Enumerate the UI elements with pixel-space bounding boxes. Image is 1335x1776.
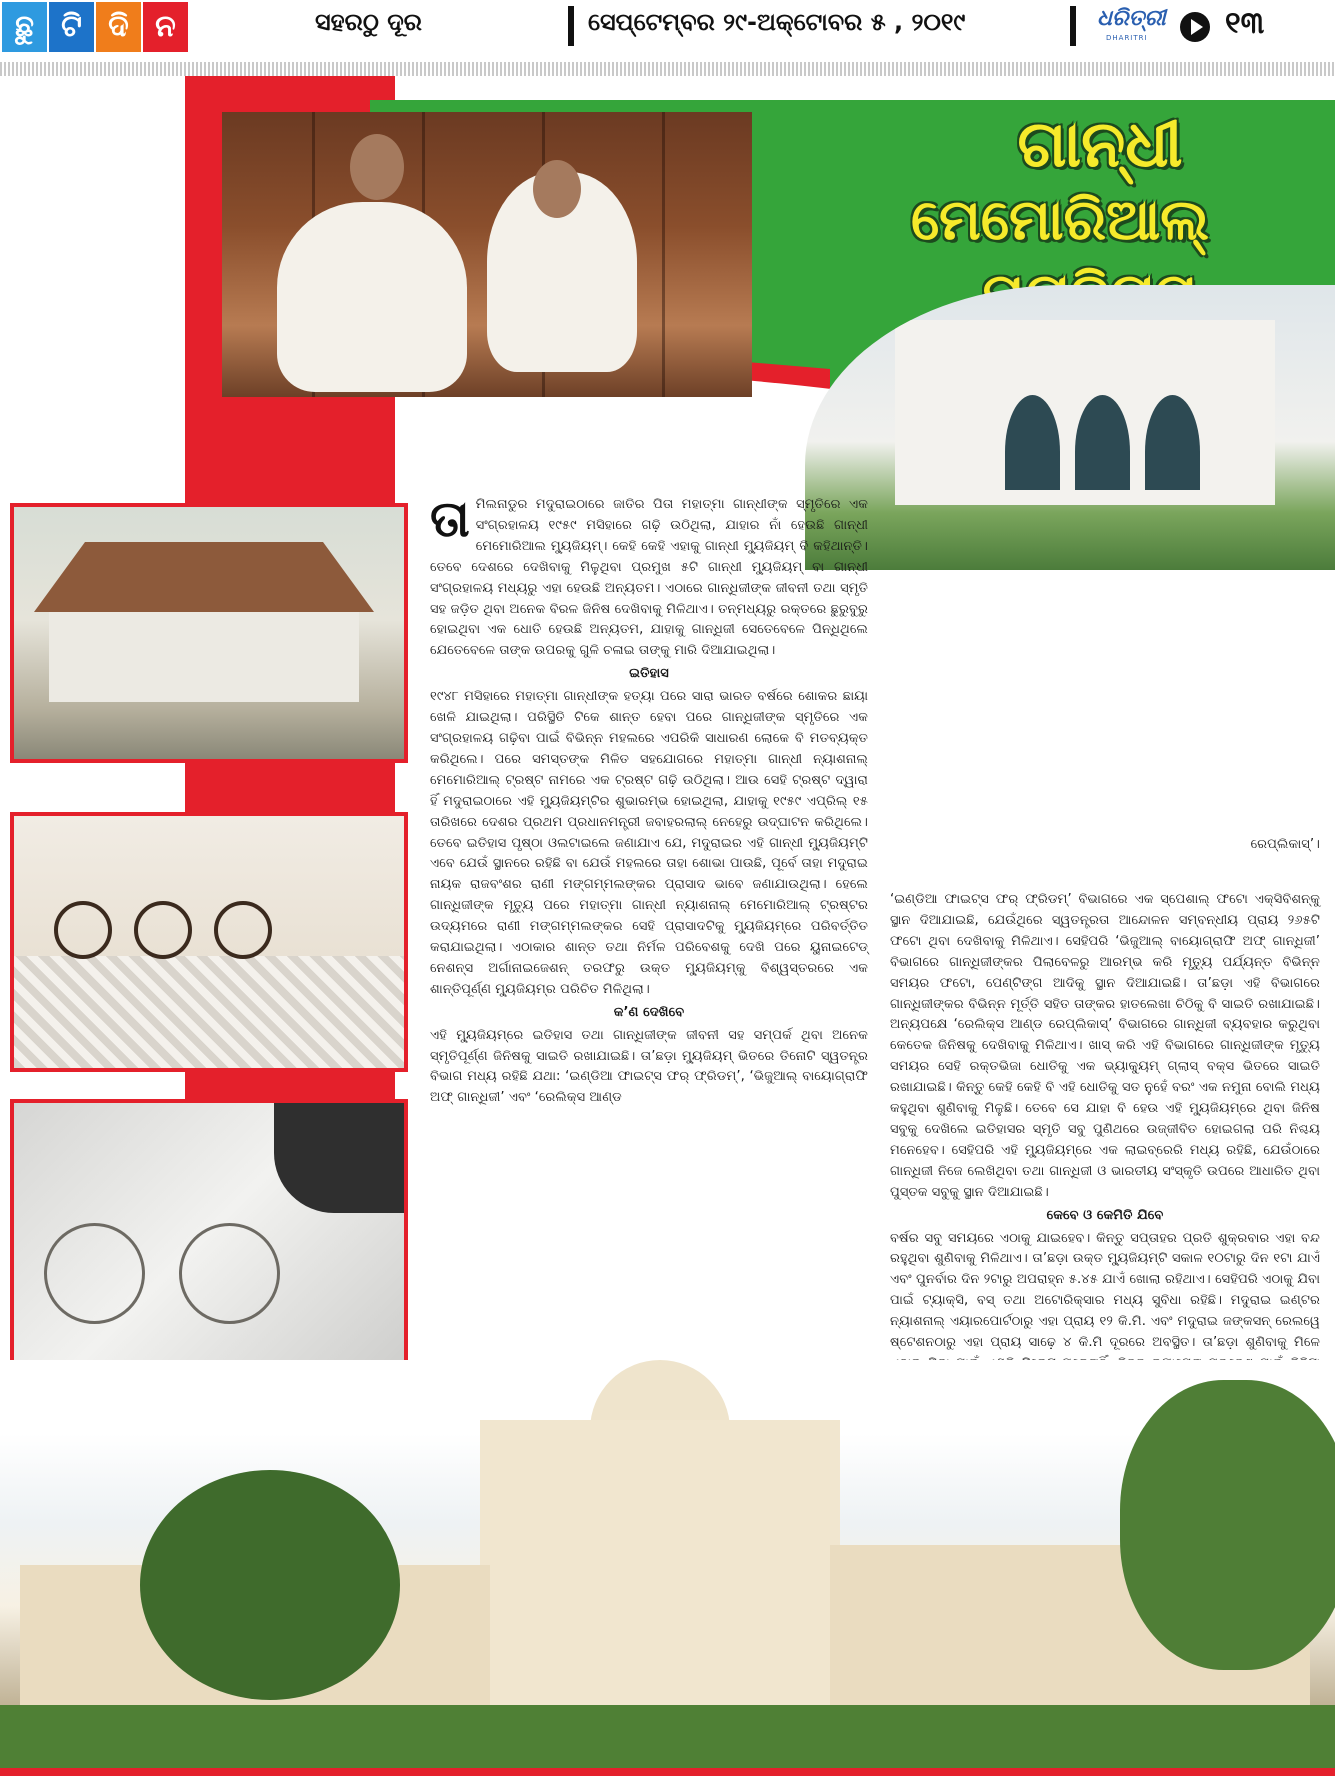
article-column-1 [430, 490, 868, 1109]
tree [1120, 1380, 1335, 1670]
article-continuation: ରେପ୍ଲିକାସ୍’। [1250, 837, 1320, 852]
museum-palace-photo [0, 1360, 1335, 1770]
article-what-to-see: ଏହି ମ୍ୟୁଜିୟମ୍‌ରେ ଇତିହାସ ତଥା ଗାନ୍ଧିଜୀଙ୍କ ଜୀବନୀ ସହ ସମ୍ପର୍କ ଥିବା ଅନେକ ସ୍ମୃତିପୂର୍ଣ୍ଣ ଜିନିଷକୁ ସାଇତି ରଖାଯାଇଛି। ତା’ଛଡ଼ା ମ୍ୟୁଜିୟମ୍ ଭିତରେ ତିନୋଟି ସ୍ୱତନ୍ତ୍ର ବିଭାଗ ମଧ୍ୟ ରହିଛି ଯଥା: ‘ଇଣ୍ଡିଆ ଫାଇଟ୍ସ ଫର୍ ଫ୍ରିଡମ୍’, ‘ଭିଜୁଆଲ୍ ବାୟୋଗ୍ରାଫି ଅଫ୍ ଗାନ୍ଧିଜୀ’ ଏବଂ ‘ରେଲିକ୍ସ ଆଣ୍ଡ [430, 1027, 868, 1106]
article-column-2-lead [890, 835, 1320, 856]
header-stripe [0, 62, 1335, 76]
article-sections: ‘ଇଣ୍ଡିଆ ଫାଇଟ୍ସ ଫର୍ ଫ୍ରିଡମ୍’ ବିଭାଗରେ ଏକ ସ୍ପେଶାଲ୍ ଫଟୋ ଏକ୍ସିବିଶନ୍‌କୁ ସ୍ଥାନ ଦିଆଯାଇଛି, ଯେଉଁଥିରେ ସ୍ୱତନ୍ତ୍ରତା ଆନ୍ଦୋଳନ ସମ୍ବନ୍ଧୀୟ ପ୍ରାୟ ୨୬୫ଟି ଫଟୋ ଥିବା ଦେଖିବାକୁ ମିଳିଥାଏ। ସେହିପରି ‘ଭିଜୁଆଲ୍ ବାୟୋଗ୍ରାଫି ଅଫ୍ ଗାନ୍ଧିଜୀ’ ବିଭାଗରେ ଗାନ୍ଧିଜୀଙ୍କର ପିଲାବେଳରୁ ଆରମ୍ଭ କରି ମୃତ୍ୟୁ ପର୍ଯ୍ୟନ୍ତ ବିଭିନ୍ନ ସମୟର ଫଟୋ, ପେଣ୍ଟିଙ୍ଗ ଆଦିକୁ ସ୍ଥାନ ଦିଆଯାଇଛି। ତା’ଛଡ଼ା ଏହି ବିଭାଗରେ ଗାନ୍ଧିଜୀଙ୍କର ବିଭିନ୍ନ ମୂର୍ତ୍ତି ସହିତ ତାଙ୍କର ହାତଲେଖା ଚିଠିକୁ ବି ସାଇତି ରଖାଯାଇଛି। ଅନ୍ୟପକ୍ଷେ ‘ରେଲିକ୍ସ ଆଣ୍ଡ ରେପ୍ଲିକାସ୍’ ବିଭାଗରେ ଗାନ୍ଧିଜୀ ବ୍ୟବହାର କରୁଥିବା କେତେକ ଜିନିଷକୁ ଦେଖିବାକୁ ମିଳିଥାଏ। ଖାସ୍ କରି ଏହି ବିଭାଗରେ ଗାନ୍ଧିଜୀଙ୍କ ମୃତ୍ୟୁ ସମୟର ସେହି ରକ୍ତଭିଜା ଧୋତିକୁ ଏକ ଭ୍ୟାକ୍ୟୁମ୍ ଗ୍ଲାସ୍ ବକ୍ସ ଭିତରେ ସାଇତି ରଖାଯାଇଛି। କିନ୍ତୁ କେହି କେହି ବି ଏହି ଧୋତିକୁ ସତ ନୁହେଁ ବରଂ ଏକ ନମୁନା ବୋଲି ମଧ୍ୟ କହୁଥିବା ଶୁଣିବାକୁ ମିଳୁଛି। ତେବେ ସେ ଯାହା ବି ହେଉ ଏହି ମ୍ୟୁଜିୟମ୍‌ରେ ଥିବା ଜିନିଷ ସବୁକୁ ଦେଖିଲେ ଇତିହାସର ସ୍ମୃତି ସବୁ ପୁଣିଥରେ ଉଜ୍ଜୀବିତ ହୋଇଗଲା ପରି ନିଶ୍ଚୟ ମନେହେବ। ସେହିପରି ଏହି ମ୍ୟୁଜିୟମ୍‌ରେ ଏକ ଲାଇବ୍ରେରି ମଧ୍ୟ ରହିଛି, ଯେଉଁଠାରେ ଗାନ୍ଧିଜୀ ନିଜେ ଲେଖିଥିବା ତଥା ଗାନ୍ଧିଜୀ ଓ ଭାରତୀୟ ସଂସ୍କୃତି ଉପରେ ଆଧାରିତ ଥିବା ପୁସ୍ତକ ସବୁକୁ ସ୍ଥାନ ଦିଆଯାଇଛି। [890, 892, 1320, 1200]
charkha-wheel [54, 901, 112, 959]
bottom-rule [0, 1768, 1335, 1776]
subhead-history: ଇତିହାସ [629, 666, 669, 682]
headline-line-2: ମେମୋରିଆଲ୍ [910, 188, 1210, 253]
header-divider [568, 6, 574, 46]
masthead-letter-3: ଦି [96, 2, 141, 52]
newspaper-logo: ଧରିତ୍ରୀ [1097, 6, 1166, 31]
article-history: ୧୯୪୮ ମସିହାରେ ମହାତ୍ମା ଗାନ୍ଧୀଙ୍କ ହତ୍ୟା ପରେ ସାରା ଭାରତ ବର୍ଷରେ ଶୋକର ଛାୟା ଖେଳି ଯାଇଥିଲା। ପରିସ୍ଥିତି ଟିକେ ଶାନ୍ତ ହେବା ପରେ ଗାନ୍ଧିଜୀଙ୍କ ସ୍ମୃତିରେ ଏକ ସଂଗ୍ରହାଳୟ ଗଢ଼ିବା ପାଇଁ ବିଭିନ୍ନ ମହଲରେ ଏପରିକି ସାଧାରଣ ଲୋକେ ବି ମତବ୍ୟକ୍ତ କରିଥିଲେ। ପରେ ସମସ୍ତଙ୍କ ମିଳିତ ସହଯୋଗରେ ମହାତ୍ମା ଗାନ୍ଧୀ ନ୍ୟାଶନାଲ୍ ମେମୋରିଆଲ୍ ଟ୍ରଷ୍ଟ ନାମରେ ଏକ ଟ୍ରଷ୍ଟ ଗଢ଼ି ଉଠିଥିଲା। ଆଉ ସେହି ଟ୍ରଷ୍ଟ ଦ୍ୱାରା ହିଁ ମଦୁରାଇଠାରେ ଏହି ମ୍ୟୁଜିୟମ୍‌ଟିର ଶୁଭାରମ୍ଭ ହୋଇଥିଲା, ଯାହାକୁ ୧୯୫୯ ଏପ୍ରିଲ୍ ୧୫ ତାରିଖରେ ଦେଶର ପ୍ରଥମ ପ୍ରଧାନମନ୍ତ୍ରୀ ଜବାହରଲାଲ୍ ନେହେରୁ ଉଦ୍‌ଘାଟନ କରିଥିଲେ। ତେବେ ଇତିହାସ ପୃଷ୍ଠା ଓଲଟାଇଲେ ଜଣାଯାଏ ଯେ, ମଦୁରାଇର ଏହି ଗାନ୍ଧୀ ମ୍ୟୁଜିୟମ୍‌ଟି ଏବେ ଯେଉଁ ସ୍ଥାନରେ ରହିଛି ବା ଯେଉଁ ମହଲରେ ତାହା ଶୋଭା ପାଉଛି, ପୂର୍ବେ ତାହା ମଦୁରାଇ ନାୟକ ରାଜବଂଶର ରାଣୀ ମଙ୍ଗମ୍ମଲଙ୍କର ପ୍ରାସାଦ ଭାବେ ଜଣାଯାଉଥିଲା। ହେଲେ ଗାନ୍ଧିଜୀଙ୍କ ମୃତ୍ୟୁ ପରେ ମହାତ୍ମା ଗାନ୍ଧୀ ନ୍ୟାଶନାଲ୍ ମେମୋରିଆଲ୍ ଟ୍ରଷ୍ଟର ଉଦ୍ୟମରେ ରାଣୀ ମଙ୍ଗମ୍ମଲଙ୍କର ସେହି ପ୍ରାସାଦଟିକୁ ମ୍ୟୁଜିୟମ୍‌ରେ ପରିବର୍ତ୍ତିତ କରାଯାଇଥିଲା। ଏଠାକାର ଶାନ୍ତ ତଥା ନିର୍ମଳ ପରିବେଶକୁ ଦେଖି ପରେ ୟୁନାଇଟେଡ୍ ନେଶନ୍ସ ଅର୍ଗାନାଇଜେଶନ୍ ତରଫରୁ ଉକ୍ତ ମ୍ୟୁଜିୟମ୍‌କୁ ବିଶ୍ୱସ୍ତରରେ ଏକ ଶାନ୍ତିପୂର୍ଣ୍ଣ ମ୍ୟୁଜିୟମ୍‌ର ପରିଚିତ ମିଳିଥିଲା। [430, 689, 868, 997]
page-header [0, 0, 1335, 58]
masthead-letter-2: ଟି [49, 2, 94, 52]
wood-panel [662, 112, 665, 397]
masthead-letter-4: ନ [143, 2, 188, 52]
article-how-to-go: ବର୍ଷର ସବୁ ସମୟରେ ଏଠାକୁ ଯାଇହେବ। କିନ୍ତୁ ସପ୍ତାହର ପ୍ରତି ଶୁକ୍ରବାର ଏହା ବନ୍ଦ ରହୁଥିବା ଶୁଣିବାକୁ ମିଳିଥାଏ। ତା’ଛଡ଼ା ଉକ୍ତ ମ୍ୟୁଜିୟମ୍‌ଟି ସକାଳ ୧୦ଟାରୁ ଦିନ ୧ଟା ଯାଏଁ ଏବଂ ପୁନର୍ବାର ଦିନ ୨ଟାରୁ ଅପରାହ୍ନ ୫.୪୫ ଯାଏଁ ଖୋଲା ରହିଥାଏ। ସେହିପରି ଏଠାକୁ ଯିବା ପାଇଁ ଟ୍ୟାକ୍ସି, ବସ୍ ତଥା ଅଟୋରିକ୍ସାର ମଧ୍ୟ ସୁବିଧା ରହିଛି। ମଦୁରାଇ ଇଣ୍ଟର ନ୍ୟାଶନାଲ୍ ଏୟାରପୋର୍ଟଠାରୁ ଏହା ପ୍ରାୟ ୧୨ କି.ମି. ଏବଂ ମଦୁରାଇ ଜଙ୍କସନ୍ ରେଲୱେ ଷ୍ଟେଶନଠାରୁ ଏହା ପ୍ରାୟ ସାଢ଼େ ୪ କି.ମି ଦୂରରେ ଅବସ୍ଥିତ। ତା’ଛଡ଼ା ଶୁଣିବାକୁ ମିଳେ [890, 1230, 1320, 1351]
hut-wall [49, 612, 359, 702]
issue-date: ସେପ୍ଟେମ୍ବର ୨୯-ଅକ୍ଟୋବର ୫ , ୨୦୧୯ [588, 8, 966, 36]
spectacle-lens [179, 1223, 280, 1324]
charkha-wheel [134, 901, 192, 959]
subhead-how-to-go: କେବେ ଓ କେମିତି ଯିବେ [1046, 1207, 1164, 1223]
garden-lawn [0, 1705, 1335, 1770]
gandhi-figure [277, 202, 467, 392]
headline-line-1: ଗାନ୍ଧୀ [1017, 108, 1183, 182]
drop-cap: ତା [430, 490, 470, 548]
palace-tower [480, 1420, 840, 1710]
wax-figures-photo [222, 112, 752, 397]
article-column-2 [890, 890, 1320, 1396]
spectacle-case [274, 1103, 404, 1213]
spectacle-lens [44, 1223, 145, 1324]
gandhi-head [350, 134, 404, 200]
tree [140, 1470, 400, 1700]
play-icon [1180, 12, 1210, 42]
charkha-room-photo [10, 812, 408, 1072]
page-number: ୧୩ [1225, 6, 1265, 41]
room-floor [14, 956, 404, 1068]
section-name: ସହରଠୁ ଦୂର [315, 8, 422, 36]
charkha-wheel [214, 901, 272, 959]
kasturba-head [533, 160, 581, 218]
header-divider-right [1070, 6, 1076, 46]
hut-photo [10, 503, 408, 763]
article-intro: ମିଲନାଡୁର ମଦୁରାଇଠାରେ ଜାତିର ପିତା ମହାତ୍ମା ଗାନ୍ଧୀଙ୍କ ସ୍ମୃତିରେ ଏକ ସଂଗ୍ରହାଳୟ ୧୯୫୯ ମସିହାରେ ଗଢ଼ି ଉଠିଥିଲା, ଯାହାର ନାଁ ହେଉଛି ଗାନ୍ଧୀ ମେମୋରିଆଲ ମ୍ୟୁଜିୟମ୍। କେହି କେହି ଏହାକୁ ଗାନ୍ଧୀ ମ୍ୟୁଜିୟମ୍ ବି କହିଥାନ୍ତି। ତେବେ ଦେଶରେ ଦେଖିବାକୁ ମିଳୁଥିବା ପ୍ରମୁଖ ୫ଟି ଗାନ୍ଧୀ ମ୍ୟୁଜିୟମ୍ ବା ଗାନ୍ଧୀ ସଂଗ୍ରହାଳୟ ମଧ୍ୟରୁ ଏହା ହେଉଛି ଅନ୍ୟତମ। ଏଠାରେ ଗାନ୍ଧିଜୀଙ୍କ ଜୀବନୀ ତଥା ସ୍ମୃତି ସହ ଜଡ଼ିତ ଥିବା ଅନେକ ବିରଳ ଜିନିଷ ଦେଖିବାକୁ ମିଳିଥାଏ। ତନ୍ମଧ୍ୟରୁ ରକ୍ତରେ ଛୁରୁବୁରୁ ହୋଇଥିବା ଏକ ଧୋତି ହେଉଛି ଅନ୍ୟତମ, ଯାହାକୁ ଗାନ୍ଧିଜୀ ସେତେବେଳେ ପିନ୍ଧିଥିଲେ ଯେତେବେଳେ ତାଙ୍କ ଉପରକୁ ଗୁଳି ଚଳାଇ ତାଙ୍କୁ ମାରି ଦିଆଯାଇଥିଲା। [430, 497, 868, 659]
subhead-what-to-see: କ’ଣ ଦେଖିବେ [613, 1004, 685, 1020]
hut-roof [34, 542, 374, 612]
spectacles-photo [10, 1099, 408, 1365]
masthead-letter-1: ଛୁ [2, 2, 47, 52]
newspaper-logo-sub: DHARITRI [1106, 34, 1148, 42]
